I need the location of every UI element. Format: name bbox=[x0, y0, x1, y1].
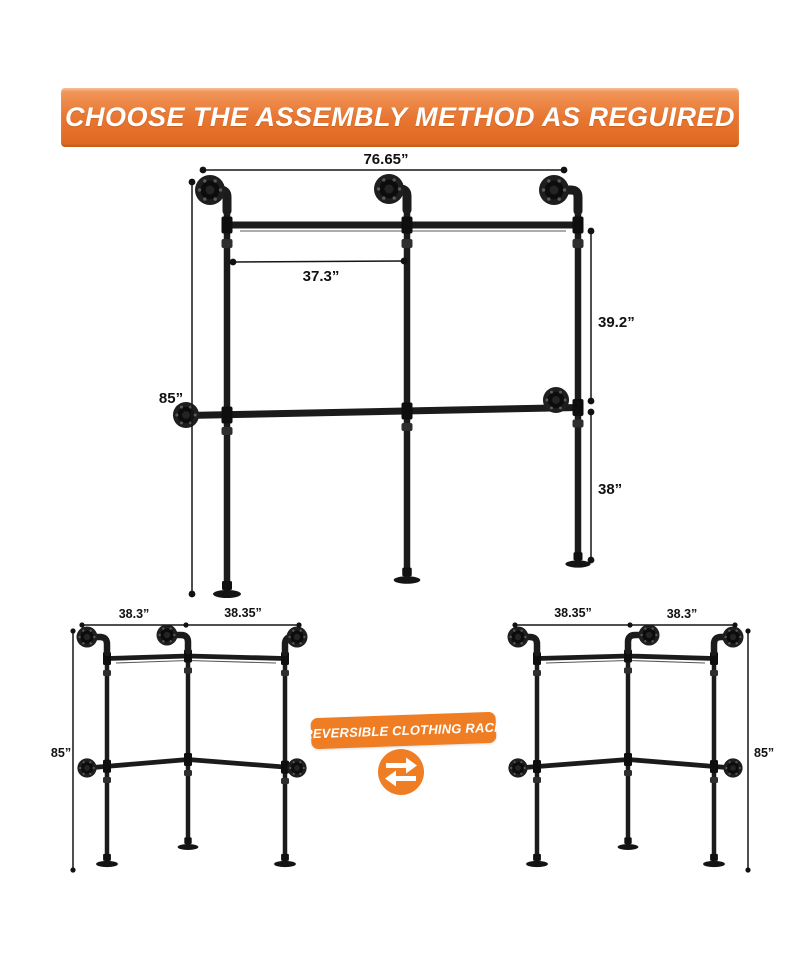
wall-flange-icon bbox=[374, 174, 404, 204]
left-width-left-label: 38.3” bbox=[118, 607, 150, 621]
wall-flange-icon bbox=[287, 627, 308, 648]
right-width-right-label: 38.3” bbox=[666, 607, 698, 621]
dim-left-height bbox=[51, 628, 76, 872]
wall-flange-icon bbox=[195, 175, 225, 205]
wall-flange-icon bbox=[508, 627, 529, 648]
swap-arrows-glyph bbox=[378, 749, 424, 795]
dim-main-rail-spacing bbox=[230, 258, 408, 285]
banner-title: CHOOSE THE ASSEMBLY METHOD AS REGUIRED bbox=[64, 102, 736, 132]
wall-flange-icon bbox=[157, 625, 178, 646]
dim-main-width bbox=[200, 151, 568, 173]
wall-flange-icon bbox=[723, 758, 742, 777]
swap-arrows-icon bbox=[378, 749, 424, 795]
right-floor-bases bbox=[526, 837, 725, 867]
main-poles bbox=[227, 195, 578, 592]
main-lower-section-label: 38” bbox=[598, 481, 623, 498]
left-poles bbox=[107, 642, 285, 862]
reversible-ribbon bbox=[303, 712, 504, 749]
wall-flange-icon bbox=[508, 758, 527, 777]
wall-flange-icon bbox=[287, 758, 306, 777]
main-height-label: 85” bbox=[158, 390, 184, 407]
right-width-left-label: 38.35” bbox=[554, 606, 592, 620]
right-elbows bbox=[520, 635, 731, 653]
main-width-label: 76.65” bbox=[363, 151, 409, 168]
left-elbows bbox=[89, 635, 295, 653]
wall-flange-icon bbox=[543, 387, 569, 413]
wall-flange-icon bbox=[77, 627, 98, 648]
left-width-right-label: 38.35” bbox=[224, 606, 262, 620]
main-rail-spacing-label: 37.3” bbox=[302, 268, 340, 285]
banner bbox=[61, 88, 739, 147]
right-poles bbox=[537, 642, 714, 862]
dim-main-height bbox=[159, 179, 195, 598]
dim-main-upper-section bbox=[588, 228, 635, 405]
main-upper-section-label: 39.2” bbox=[598, 314, 635, 331]
wall-flange-icon bbox=[639, 625, 660, 646]
main-rack-diagram bbox=[159, 151, 635, 598]
right-height-label: 85” bbox=[754, 746, 775, 760]
main-fittings bbox=[222, 217, 584, 436]
left-height-label: 85” bbox=[50, 746, 72, 760]
wall-flange-icon bbox=[723, 627, 744, 648]
main-floor-bases bbox=[213, 552, 591, 598]
reversible-ribbon-label: REVERSIBLE CLOTHING RACK bbox=[303, 719, 504, 742]
dim-main-lower-section bbox=[588, 409, 623, 564]
dim-right-widths bbox=[512, 606, 737, 628]
dim-left-widths bbox=[79, 606, 301, 628]
wall-flange-icon bbox=[539, 175, 569, 205]
wall-flange-icon bbox=[77, 758, 96, 777]
dim-right-height bbox=[745, 628, 774, 872]
left-top-rail bbox=[107, 656, 285, 663]
left-rack-diagram bbox=[51, 606, 308, 873]
right-rack-diagram bbox=[508, 606, 775, 873]
main-lower-rail bbox=[186, 408, 578, 416]
left-floor-bases bbox=[96, 837, 296, 867]
